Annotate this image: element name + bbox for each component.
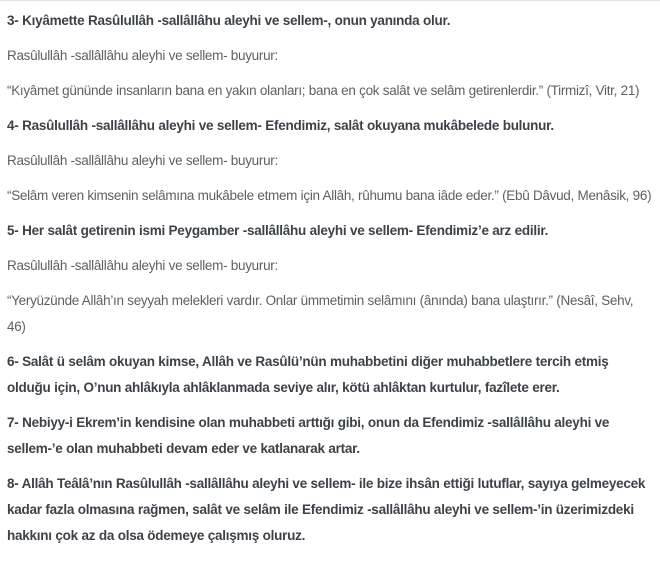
hadith-quote-1: “Kıyâmet gününde insanların bana en yakın olanları; bana en çok salât ve selâm getirenlerdir.” (Tirmizî, Vitr, 21) — [7, 83, 640, 98]
section-heading-5: 5- Her salât getirenin ismi Peygamber -sallâllâhu aleyhi ve sellem- Efendimiz’e arz edilir. — [7, 223, 549, 238]
hadith-quote-2: “Selâm veren kimsenin selâmına mukâbele etmem için Allâh, rûhumu bana iâde eder.” (Ebû Dâvud, Menâsik, 96) — [7, 188, 652, 203]
section-heading-3: 3- Kıyâmette Rasûlullâh -sallâllâhu aleyhi ve sellem-, onun yanında olur. — [7, 13, 451, 28]
section-heading-7: 7- Nebiyy-i Ekrem’in kendisine olan muhabbeti arttığı gibi, onun da Efendimiz -sallâllâhu aleyhi ve sellem-’e olan muhabbeti devam eder ve katlanarak artar. — [7, 415, 610, 456]
narration-intro-3: Rasûlullâh -sallâllâhu aleyhi ve sellem- buyurur: — [7, 258, 278, 273]
hadith-quote-3: “Yeryüzünde Allâh’ın seyyah melekleri vardır. Onlar ümmetimin selâmını (ânında) bana ulaştırır.” (Nesâî, Sehv, 46) — [7, 293, 634, 334]
narration-intro-1: Rasûlullâh -sallâllâhu aleyhi ve sellem- buyurur: — [7, 48, 278, 63]
section-heading-6: 6- Salât ü selâm okuyan kimse, Allâh ve Rasûlü’nün muhabbetini diğer muhabbetlere tercih etmiş olduğu için, O’nun ahlâkıyla ahlâklanmada seviye alır, kötü ahlâktan kurtulur, fazîlete erer. — [7, 354, 609, 395]
narration-intro-2: Rasûlullâh -sallâllâhu aleyhi ve sellem- buyurur: — [7, 153, 278, 168]
section-heading-4: 4- Rasûlullâh -sallâllâhu aleyhi ve sellem- Efendimiz, salât okuyana mukâbelede bulunur. — [7, 118, 554, 133]
section-heading-8: 8- Allâh Teâlâ’nın Rasûlullâh -sallâllâhu aleyhi ve sellem- ile bize ihsân ettiği lutuflar, sayıya gelmeyecek kadar fazla olmasına rağmen, salât ve selâm ile Efendimiz -sallâllâhu aleyhi ve sellem-’in üzerimizdeki hakkını çok az da olsa ödemeye çalışmış oluruz. — [7, 476, 646, 543]
